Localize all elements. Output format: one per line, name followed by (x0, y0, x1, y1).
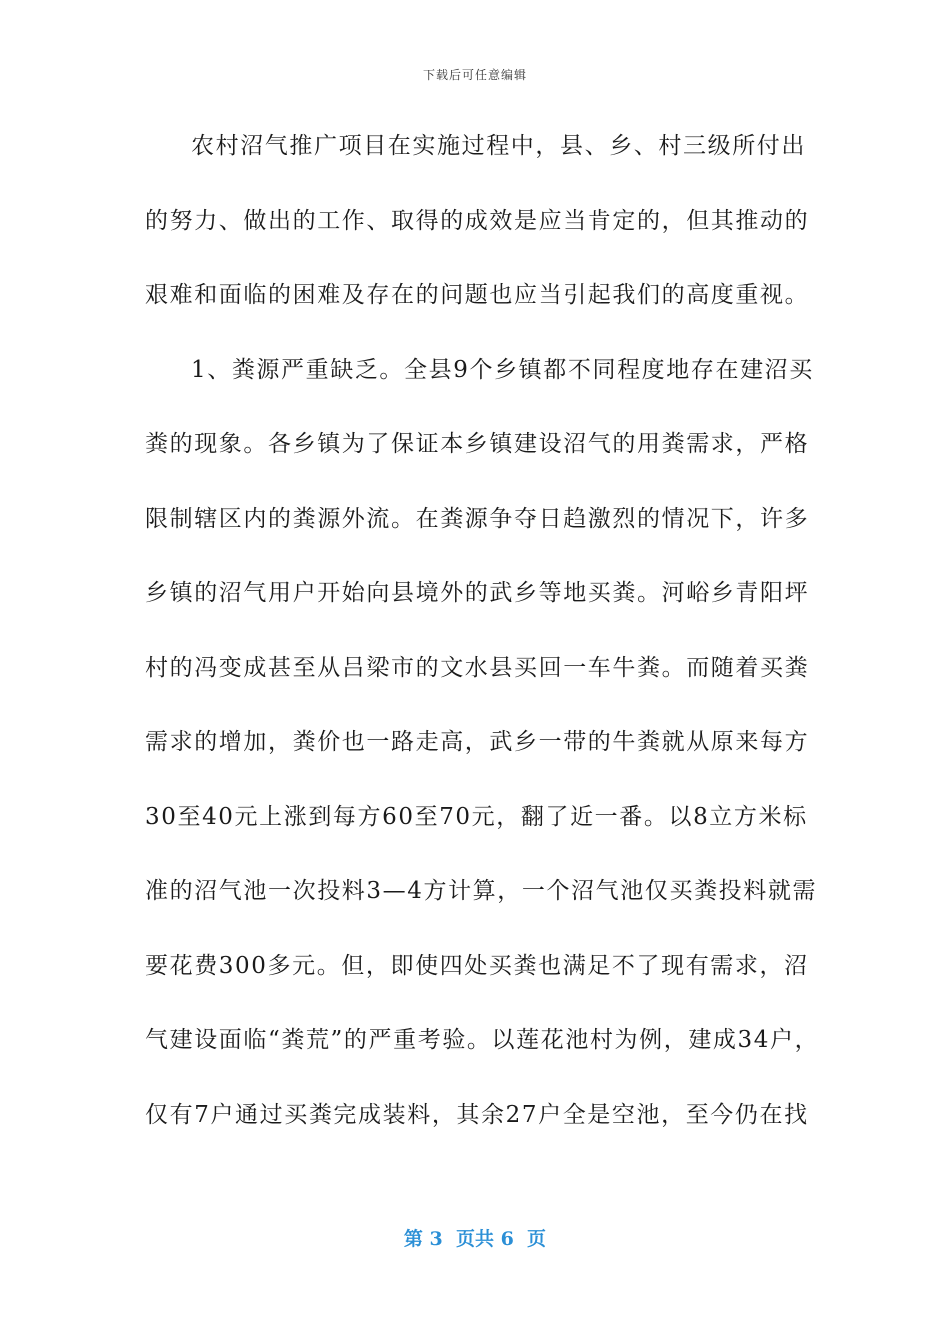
paragraph-line: 农村沼气推广项目在实施过程中，县、乡、村三级所付出 (191, 133, 806, 159)
paragraph-line: 30至40元上涨到每方60至70元，翻了近一番。以8立方米标 (145, 803, 808, 830)
document-body (145, 125, 820, 1168)
paragraph-line: 要花费300多元。但，即使四处买粪也满足不了现有需求，沼 (145, 952, 809, 979)
paragraph-line: 需求的增加，粪价也一路走高，武乡一带的牛粪就从原来每方 (145, 729, 810, 755)
paragraph-line: 仅有7户通过买粪完成装料，其余27户全是空池，至今仍在找 (145, 1101, 809, 1128)
paragraph-line: 限制辖区内的粪源外流。在粪源争夺日趋激烈的情况下，许多 (145, 505, 810, 532)
paragraph-line: 的努力、做出的工作、取得的成效是应当肯定的，但其推动的 (145, 207, 810, 234)
paragraph-line: 准的沼气池一次投料3—4方计算，一个沼气池仅买粪投料就需 (145, 878, 818, 904)
paragraph-line: 村的冯变成甚至从吕梁市的文水县买回一车牛粪。而随着买粪 (145, 654, 810, 681)
paragraph-line: 1、粪源严重缺乏。全县9个乡镇都不同程度地存在建沼买 (191, 356, 814, 383)
page-number-footer (0, 1224, 950, 1251)
paragraph-line: 乡镇的沼气用户开始向县境外的武乡等地买粪。河峪乡青阳坪 (145, 580, 810, 606)
paragraph-line: 粪的现象。各乡镇为了保证本乡镇建设沼气的用粪需求，严格 (145, 431, 810, 457)
paragraph-line: 艰难和面临的困难及存在的问题也应当引起我们的高度重视。 (145, 282, 810, 308)
paragraph-line: 气建设面临“粪荒”的严重考验。以莲花池村为例，建成34户， (145, 1027, 820, 1053)
page-header: 下载后可任意编辑 (422, 68, 527, 82)
page-number-text: 第 3 页共 6 页 (403, 1228, 547, 1250)
